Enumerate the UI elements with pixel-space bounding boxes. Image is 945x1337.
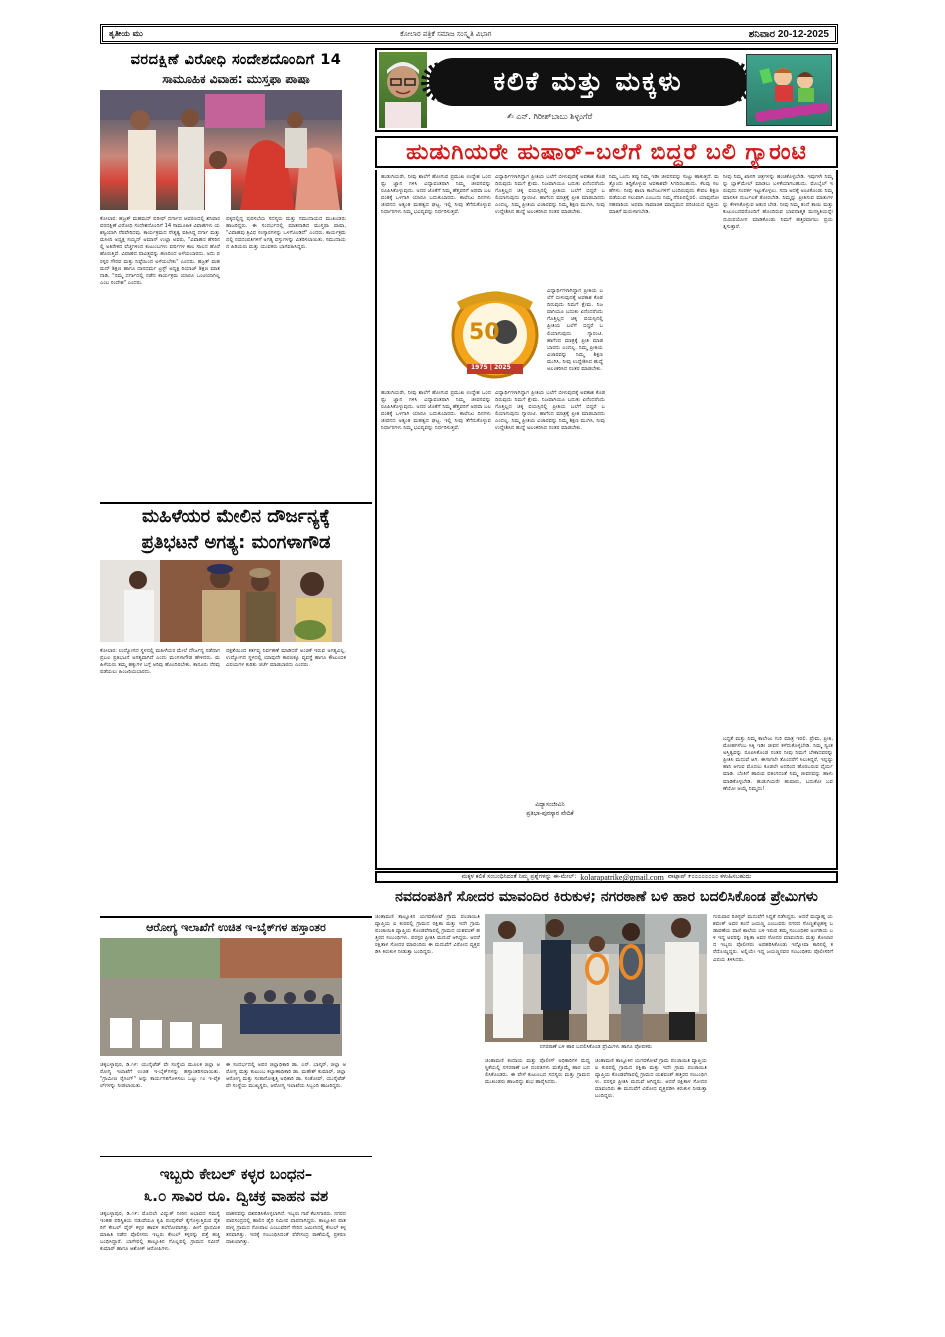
notice-text: ಮಕ್ಕಳ ಕಲಿಕೆ ಸಂಬಂಧಿಸಿದಂತೆ ನಿಮ್ಮ ಪ್ರಶ್ನೆಗಳನ್ನು ಈ-ಮೇಲ್:	[461, 873, 577, 880]
women-police-officers-photo	[100, 560, 342, 642]
article-column: ನಿಮ್ಮ ಒಂದು ತಪ್ಪು ನಿಮ್ಮ ಇಡೀ ಜೀವನವನ್ನು ಸುಟ್ಟು ಹಾಕುತ್ತದೆ. ಮತ್ತೊಂದು ತಿದ್ದಿಕೊಳ್ಳುವ ಅವಕಾಶವೇ ಸಿಗದಿರಬಹುದು. ಕೆಲವು ಸಲಹೆಗಳು: ನೀವು ಶಾಲಾ ಕಾಲೇಜುಗಳಿಗೆ ಬಂದಿರುವುದು ಕೇವಲ ಶಿಕ್ಷಣ ಪಡೆಯುವ ಸಲುವಾಗಿ ಎಂಬುದು ನಿಮ್ಮ ನೆನಪಿನಲ್ಲಿರಲಿ. ಯಾವುದೋ ಸಹಪಾಠಿಯ ಅಥವಾ ಸಾಮಾಜಿಕ ಮಾಧ್ಯಮದ ಪರಿಚಯದ ವ್ಯಕ್ತಿಯ ಮಾತಿಗೆ ಮರುಳಾಗಬೇಡಿ.	[609, 174, 719, 216]
story-body: ಪಕ್ಕದಲ್ಲಿದ್ದ ಪುರಸಭೆಯ ಸದಸ್ಯರು ಮತ್ತು ಸಮುದಾಯದ ಮುಖಂಡರು ಹಾಜರಿದ್ದರು. ಈ ಸಂದರ್ಭದಲ್ಲಿ ಮಾತನಾಡಿದ ಮುಸ್ತಫಾ ಪಾಷಾ, "ವಿವಾಹವು ತ್ರಿವಿಧ ಸಂಸ್ಕಾರಗಳನ್ನು ಒಳಗೊಂಡಿದೆ" ಎಂದರು. ಕಾರ್ಯಕ್ರಮದಲ್ಲಿ ನವದಂಪತಿಗಳಿಗೆ ಅಗತ್ಯ ವಸ್ತುಗಳನ್ನು ವಿತರಿಸಲಾಯಿತು. ಸಮುದಾಯದ ಹಿರಿಯರು ಮತ್ತು ಯುವಕರು ಭಾಗವಹಿಸಿದ್ದರು.	[226, 216, 346, 251]
main-article-headline: ಹುಡುಗಿಯರೇ ಹುಷಾರ್–ಬಲೆಗೆ ಬಿದ್ದರೆ ಬಲಿ ಗ್ಯಾರಂಟಿ	[375, 136, 838, 168]
photo-illustration	[485, 914, 707, 1042]
column-title: ಕಲಿಕೆ ಮತ್ತು ಮಕ್ಕಳು	[493, 66, 683, 97]
author-portrait	[379, 52, 427, 128]
author-signature	[495, 800, 605, 818]
masthead-title: ಕೋಲಾರ ಪತ್ರಿಕೆ ಸಮಾಜ ಸಂಸ್ಕೃತಿ ವಿಭಾಗ	[400, 29, 492, 38]
story-body: ಚಿಕ್ಕಬಳ್ಳಾಪುರ, ಡಿ.೧೯: ಮೊದಲೇ ವಿದ್ಯುತ್ ನೀರಿನ ಅಭಾವದ ಸಮಸ್ಯೆ ಇಂತಹ ಪರಿಸ್ಥಿತಿಯ ನಡುವೆಯೂ ಕೃಷಿ ಪಂಪುಸೆಟ್ ಕೈಗೊಳ್ಳುತ್ತಿರುವ ರೈತರಿಗೆ ಕೇಬಲ್ ವೈರ್ ಕಳ್ಳರ ಹಾವಳಿ ತಲೆನೋವಾಗಿತ್ತು. ಹೀಗೆ ಪ್ರಾಥಮಿಕ ಮಾಹಿತಿ ನಡೆದ ಪೊಲೀಸರು ಇಬ್ಬರು ಕೇಬಲ್ ಕಳ್ಳರನ್ನು ಪತ್ತೆ ಹಚ್ಚಿ ಬಂಧಿಸಿದ್ದಾರೆ. ಬಾಗೇಪಲ್ಲಿ ತಾಲ್ಲೂಕಿನ ಗೊಲ್ಲಪಲ್ಲಿ ಗ್ರಾಮದ ನವೀನ್ ಕುಮಾರ್ ಹಾಗೂ ಆಶೋಕ್ ಆರೋಪಿಗಳು.	[100, 1211, 220, 1253]
mass-wedding-photo	[100, 90, 342, 210]
notice-text: ವಾಟ್ಸಾಪ್ ೯೦೦೦೦೦೦೦೦ ಕಳುಹಿಸಬಹುದು	[667, 873, 752, 880]
story-subheadline: ಪ್ರತಿಭಟನೆ ಅಗತ್ಯ: ಮಂಗಳಾಗೌಡ	[141, 532, 331, 553]
story-women-harassment	[100, 502, 372, 914]
story-cable-thieves	[100, 1156, 372, 1337]
photo-illustration	[100, 938, 342, 1056]
contact-email[interactable]: kolarapatrike@gmail.com	[580, 872, 664, 882]
story-body: ಕೋಲಾರ: ಉದ್ಯೋಗದ ಸ್ಥಳದಲ್ಲಿ ಮಹಿಳೆಯರ ಮೇಲೆ ದೌರ್ಜನ್ಯ ನಡೆದಾಗ ಪ್ರಬಲ ಪ್ರತಿಭಟನೆ ಅಗತ್ಯವಾಗಿದೆ ಎಂದು ಮಂಗಳಾಗೌಡ ಹೇಳಿದರು. ಮಹಿಳೆಯರು ತಮ್ಮ ಹಕ್ಕುಗಳ ಬಗ್ಗೆ ಅರಿವು ಹೊಂದಿರಬೇಕು. ಕಾನೂನು ನೆರವು ಪಡೆಯಲು ಹಿಂಜರಿಯಬಾರದು.	[100, 648, 220, 676]
newspaper-page	[100, 24, 838, 1324]
story-headline: ಮಹಿಳೆಯರ ಮೇಲಿನ ದೌರ್ಜನ್ಯಕ್ಕೆ	[142, 506, 330, 527]
contact-notice	[375, 871, 838, 883]
page-label: ತೃತೀಯ ಮು	[109, 29, 143, 38]
signature-line: ವಿದ್ಯಾಸಂಜೀವಿನಿ	[535, 801, 565, 808]
article-column: ವಿದ್ಯಾರ್ಥಿಗಳಾಗಿದ್ದಾಗ ಪ್ರೀತಿಯ ಬಲೆಗೆ ಬೀಳುವುದಕ್ಕೆ ಅವಕಾಶ ಕೊಡದಿರುವುದು ನಿಮಗೆ ಕ್ಷೇಮ. ನಿಜವಾಗಿಯೂ ಬದುಕು ಏನೆಂದರೆಂದು ಗೊತ್ತಿಲ್ಲದ ಚಿಕ್ಕ ವಯಸ್ಸಿನಲ್ಲಿ ಪ್ರೀತಿಯ ಬಲೆಗೆ ಬಿದ್ದರೆ ಬಲಿಯಾಗುವುದು ಗ್ಯಾರಂಟಿ. ಹಾಗೆಂದ ಮಾತ್ರಕ್ಕೆ ಪ್ರೀತಿ ಮಾಡಬಾರದು ಎಂದಲ್ಲ. ನಿಮ್ಮ ಪ್ರೀತಿಯ ವಿಚಾರವನ್ನು ನಿಮ್ಮ ಶಿಕ್ಷಣ ಮುಗಿಸಿ, ನೀವು ಉದ್ದೇಶಿಸಿದ ಹುದ್ದೆ ಅಲಂಕರಿಸಿದ ನಂತರ ಮಾಡಬೇಕು.	[495, 390, 605, 432]
author-illustration	[379, 52, 427, 128]
column-banner	[429, 58, 747, 106]
story-headline: ವರದಕ್ಷಿಣೆ ವಿರೋಧಿ ಸಂದೇಶದೊಂದಿಗೆ 14	[130, 52, 342, 68]
anniversary-seal	[445, 280, 545, 380]
story-body: ದಕ್ಷತೆಯಿಂದ ಕರ್ತವ್ಯ ನಿರ್ವಹಣೆ ಮಾಡಿದರೆ ಅಂಜಿಕೆ ಇರುವ ಅಗತ್ಯವಿಲ್ಲ. ಉದ್ಯೋಗದ ಸ್ಥಳದಲ್ಲಿ ಯಾವುದೇ ಕಾರಣಕ್ಕೂ ವ್ಯವಸ್ಥೆ ಹಾಗೂ ಕೌಟುಂಬಿಕ ವಿಷಯಗಳ ಕುರಿತು ಚರ್ಚೆ ಮಾಡಬಾರದು ಎಂದರು.	[226, 648, 346, 669]
article-column: ಬದ್ಧತೆ ಮತ್ತು ನಿಮ್ಮ ಕಾಲೇಜು ಗುರಿ ಮಾತ್ರ ಇರಲಿ. ಪ್ರೇಮ, ಪ್ರೀತಿ, ಮೋಹಗಳೆಂಬ ಸಿಕ್ಕಿ ಇಡೀ ಜೀವನ ಕಳೆದುಕೊಳ್ಳಬೇಡಿ. ನಿಮ್ಮ ಸ್ವಂತ ಅಸ್ತಿತ್ವವನ್ನು ರೂಪಿಸಿಕೊಂಡ ನಂತರ ನೀವು ನಿಮಗೆ ಬೇಕಾದವರನ್ನು ಪ್ರೀತಿಸಿ ಮದುವೆ ಆಗಿ. ಈಗಾಗಲೇ ತೊಂದರೆಗೆ ಸಿಲುಕಿದ್ದರೆ, ಇನ್ನಷ್ಟು ಹಾನಿ ಆಗುವ ಮೊದಲು ಕೂಡಲೇ ಅದರಿಂದ ಹೊರಬರುವ ಧೈರ್ಯ ಮಾಡಿ. ಬೆಂಕಿಗೆ ಹಾರುವ ಪತಂಗದಂತೆ ನಿಮ್ಮ ಜೀವನವನ್ನು ಹಾಳು ಮಾಡಿಕೊಳ್ಳಬೇಡಿ. ಹುಡುಗಿಯರೇ ಹುಷಾರು, ಬದುಕೋ ಬವಣೆಯೋ ಆಯ್ಕೆ ನಿಮ್ಮದು!	[723, 736, 833, 792]
article-column: ಹುಡುಗಿಯರೇ, ನೀವು ಶಾಲೆಗೆ ಹೋಗುವ ಪ್ರಮುಖ ಉದ್ದೇಶ ಒಂದಷ್ಟು ಜ್ಞಾನ ಗಳಿಸಿ ವಿದ್ಯಾವಂತರಾಗಿ ನಿಮ್ಮ ಜೀವನವನ್ನು ರೂಪಿಸಿಕೊಳ್ಳುವುದು. ಅದರ ಜೊತೆಗೆ ನಿಮ್ಮ ಹೆತ್ತವರಿಗೆ ಅಥವಾ ಬಲವಂತಕ್ಕೆ ಒಳಗಾಗಿ ಯಾರೂ ಬದುಕುಬಾರದು. ಕಾಲೇಜು ದಿನಗಳು ಜೀವನದ ಅತ್ಯಂತ ಮಹತ್ವದ ಘಟ್ಟ. ಇಲ್ಲಿ ನೀವು ತೆಗೆದುಕೊಳ್ಳುವ ನಿರ್ಧಾರಗಳು ನಿಮ್ಮ ಭವಿಷ್ಯವನ್ನು ನಿರ್ಧರಿಸುತ್ತವೆ.	[381, 174, 491, 216]
main-article-body	[375, 170, 838, 870]
signature-line: ಪ್ರತಿಭಾ-ಪುರಸ್ಕಾರ ವೇದಿಕೆ	[526, 810, 574, 817]
e-bike-handover-photo	[100, 938, 342, 1056]
photo-illustration	[100, 560, 342, 642]
seal-number: 50	[469, 320, 500, 345]
story-newlyweds	[375, 910, 838, 1320]
masthead-bar	[100, 24, 838, 44]
story-headline: ನವದಂಪತಿಗೆ ಸೋದರ ಮಾವಂದಿರ ಕಿರುಕುಳ; ನಗರಠಾಣೆ ಬಳಿ ಹಾರ ಬದಲಿಸಿಕೊಂಡ ಪ್ರೇಮಿಗಳು	[395, 889, 818, 905]
story-headline: ಆರೋಗ್ಯ ಇಲಾಖೆಗೆ ಉಚಿತ ಇ-ಬೈಕ್‌ಗಳ ಹಸ್ತಾಂತರ	[146, 921, 326, 934]
couple-with-garlands-photo	[485, 914, 707, 1042]
feature-header	[375, 48, 838, 132]
photo-illustration	[100, 90, 342, 210]
children-on-pencil-illustration	[746, 54, 832, 126]
seal-years: 1975 | 2025	[471, 364, 511, 371]
article-column: ವಿದ್ಯಾರ್ಥಿಗಳಾಗಿದ್ದಾಗ ಪ್ರೀತಿಯ ಬಲೆಗೆ ಬೀಳುವುದಕ್ಕೆ ಅವಕಾಶ ಕೊಡದಿರುವುದು ನಿಮಗೆ ಕ್ಷೇಮ. ನಿಜವಾಗಿಯೂ ಬದುಕು ಏನೆಂದರೆಂದು ಗೊತ್ತಿಲ್ಲದ ಚಿಕ್ಕ ವಯಸ್ಸಿನಲ್ಲಿ ಪ್ರೀತಿಯ ಬಲೆಗೆ ಬಿದ್ದರೆ ಬಲಿಯಾಗುವುದು ಗ್ಯಾರಂಟಿ. ಹಾಗೆಂದ ಮಾತ್ರಕ್ಕೆ ಪ್ರೀತಿ ಮಾಡಬಾರದು ಎಂದಲ್ಲ. ನಿಮ್ಮ ಪ್ರೀತಿಯ ವಿಚಾರವನ್ನು ನಿಮ್ಮ ಶಿಕ್ಷಣ ಮುಗಿಸಿ, ನೀವು ಉದ್ದೇಶಿಸಿದ ಹುದ್ದೆ ಅಲಂಕರಿಸಿದ ನಂತರ ಮಾಡಬೇಕು.	[495, 174, 605, 216]
column-byline: ✍ ಎನ್. ಗಿರೀಶ್‌ಬಾಬು ಶಿಳ್ಳಂಗೆರೆ	[507, 112, 593, 121]
article-column: ನೀವು ನಿಮ್ಮ ಖಾಸಗಿ ಚಿತ್ರಗಳನ್ನು ಹಂಚಿಕೊಳ್ಳಬೇಡಿ. ಇವುಗಳೇ ನಿಮ್ಮನ್ನು ಬ್ಲಾಕ್‌ಮೇಲ್ ಮಾಡಲು ಬಳಕೆಯಾಗಬಹುದು. ಮೊಬೈಲ್ ಇರುವುದು ಸಂಪರ್ಕ ಇಟ್ಟುಕೊಳ್ಳಲು. ಸದಾ ಅದಕ್ಕೆ ಅಂಟಿಕೊಂಡು ನಿಮ್ಮ ಮಾನಸಿಕ ದುರ್ಬಲತೆ ತೋರಬೇಡಿ. ನಿಮ್ಮನ್ನು ಪ್ರೀತಿಸುವ ಮಾತುಗಳನ್ನು ಕೇಳಿಸಿಕೊಳ್ಳುವ ಆತುರ ಬೇಡ. ನೀವು ನಿಮ್ಮ ತಂದೆ ತಾಯಿ ಮತ್ತು ಕುಟುಂಬದವರೊಂದಿಗೆ ಹೊಂದಿರುವ ಭಾವನಾತ್ಮಕ ಮನಸ್ಥಿತಿಯನ್ನೇ ದುರುಪಯೋಗ ಮಾಡಿಕೊಂಡು ನಿಮಗೆ ಹತ್ತಿರವಾಗಲು ಪ್ರಯತ್ನಿಸುತ್ತಾರೆ.	[723, 174, 833, 230]
story-body: ಚಿಂತಾಮಣಿ ತಾಲ್ಲೂಕಿನ ಯಗವಕೋಟೆ ಗ್ರಾಮ ಪಂಚಾಯಿತಿ ವ್ಯಾಪ್ತಿಯ ಐ ಕುರಪಲ್ಲಿ ಗ್ರಾಮದ ರಕ್ಷಿತಾ ಮತ್ತು ಇದೇ ಗ್ರಾಮ ಪಂಚಾಯಿತಿ ವ್ಯಾಪ್ತಿಯ ಕೊಂಡವೆಸಾಪಲ್ಲಿ ಗ್ರಾಮದ ಯಶವಂತ್ ಹತ್ತಿರದ ಸಂಬಂಧಿಗಳು. ಪರಸ್ಪರ ಪ್ರೀತಿಸಿ ಮದುವೆ ಆಗಿದ್ದರು. ಆದರೆ ರಕ್ಷಿತಾಳ ಸೋದರ ಮಾವಂದಿರು ಈ ಮದುವೆಗೆ ವಿರೋಧ ವ್ಯಕ್ತಪಡಿಸಿ ಕಿರುಕುಳ ನೀಡುತ್ತಾ ಬಂದಿದ್ದರು.	[595, 1058, 707, 1100]
kids-illustration	[747, 55, 832, 126]
photo-caption: ನಗರಠಾಣೆ ಬಳಿ ಹಾರ ಬದಲಿಸಿಕೊಂಡ ಪ್ರೇಮಿಗಳು ಹಾಗೂ ಪೋಷಕರು	[539, 1044, 653, 1050]
story-body: ಗುರುವಾರ ರಿಜಿಸ್ಟರ್ ಮದುವೆಗೆ ಸಿದ್ಧತೆ ನಡೆಸಿದ್ದರು. ಆದರೆ ಮಧ್ಯಾಹ್ನ ಯಶವಂತ್ ಅವರ ತಂದೆ ಜಯಣ್ಣ ಎಂಬುವರು ನಗರದ ಸೊಣ್ಣಶೆಟ್ಟಿಹಳ್ಳಿ ಬಡಾವಣೆಯ ವಾಣಿ ಶಾಲೆಯ ಬಳಿ ಇರುವ ತಮ್ಮ ಸಂಬಂಧಿಕರ ಅಂಗಡಿಯ ಬಳಿ ಇದ್ದ ಅವರನ್ನು ರಕ್ಷಿತಾ ಅವರ ಸೋದರ ಮಾವಂದಿರು ಮತ್ತು ಕೋಲಾರದ ಇಬ್ಬರು ಪೊಲೀಸರು ಅಪಹರಿಸಿಕೊಂಡು ಇನ್ನೋವಾ ಕಾರಿನಲ್ಲಿ ಕರೆದೊಯ್ದಿದ್ದರು. ಅಲ್ಲಿಯೇ ಇದ್ದ ಜಯಣ್ಣನವರ ಸಂಬಂಧಿಕರು ಪೊಲೀಸರಿಗೆ ವಿಷಯ ತಿಳಿಸಿದರು.	[713, 914, 833, 963]
story-e-bike-handover	[100, 916, 372, 1154]
story-mass-wedding	[100, 48, 372, 500]
story-body: ಕೋಲಾರ: ಹಜ್ರತ್ ಮಹಮದ್ ಷರೀಫ್ ದರ್ಗಾದ ಆವರಣದಲ್ಲಿ ಶನಿವಾರ ವರದಕ್ಷಿಣೆ ವಿರೋಧಿ ಸಂದೇಶದೊಂದಿಗೆ 14 ಸಾಮೂಹಿಕ ವಿವಾಹಗಳು ಯಶಸ್ವಿಯಾಗಿ ನೆರವೇರಿದವು. ಕಾರ್ಯಕ್ರಮದ ನೇತೃತ್ವ ವಹಿಸಿದ್ದ ದರ್ಗಾ ಮತ್ತು ಮಸೀದಿ ಅಧ್ಯಕ್ಷ ಸಯ್ಯದ್ ಅಮಾನ್ ಉಲ್ಲಾ ಅವರು, "ವಿವಾಹದ ಹೆಸರಿನಲ್ಲಿ ಅತಿರೇಕದ ವೆಚ್ಚಗಳಿಂದ ಕುಟುಂಬಗಳು ವರ್ಷಗಳ ಕಾಲ ಸಾಲದ ಹೊರೆ ಹೊರುತ್ತಿವೆ. ವಿವಾಹದ ಪಾವಿತ್ರ್ಯವನ್ನು ಹಣದಿಂದ ಅಳೆಯಬಾರದು. ಅದು ಪರಸ್ಪರ ಗೌರವ ಮತ್ತು ನಿಷ್ಠೆಯಿಂದ ಅಳೆಯಬೇಕು" ಎಂದರು. ಹಜ್ರತ್ ಮಹಮದ್ ಶಿಕ್ಷಣ ಹಾಗೂ ದಾನಧರ್ಮ ಟ್ರಸ್ಟ್ ಅಧ್ಯಕ್ಷ ರಿಯಾಜ್ ಶಿಕ್ಷಣ ಮಾತನಾಡಿ, "ನಮ್ಮ ದರ್ಗಾದಲ್ಲಿ ನಡೆದ ಕಾರ್ಯಕ್ರಮ ಯಾರೂ ಒಂಟಿಯಾಗಿಲ್ಲ ಎಂಬ ಸಂದೇಶ" ಎಂದರು.	[100, 216, 220, 286]
article-column: ವಿದ್ಯಾರ್ಥಿಗಳಾಗಿದ್ದಾಗ ಪ್ರೀತಿಯ ಬಲೆಗೆ ಬೀಳುವುದಕ್ಕೆ ಅವಕಾಶ ಕೊಡದಿರುವುದು ನಿಮಗೆ ಕ್ಷೇಮ. ನಿಜವಾಗಿಯೂ ಬದುಕು ಏನೆಂದರೆಂದು ಗೊತ್ತಿಲ್ಲದ ಚಿಕ್ಕ ವಯಸ್ಸಿನಲ್ಲಿ ಪ್ರೀತಿಯ ಬಲೆಗೆ ಬಿದ್ದರೆ ಬಲಿಯಾಗುವುದು ಗ್ಯಾರಂಟಿ. ಹಾಗೆಂದ ಮಾತ್ರಕ್ಕೆ ಪ್ರೀತಿ ಮಾಡಬಾರದು ಎಂದಲ್ಲ. ನಿಮ್ಮ ಪ್ರೀತಿಯ ವಿಚಾರವನ್ನು ನಿಮ್ಮ ಶಿಕ್ಷಣ ಮುಗಿಸಿ, ನೀವು ಉದ್ದೇಶಿಸಿದ ಹುದ್ದೆ ಅಲಂಕರಿಸಿದ ನಂತರ ಮಾಡಬೇಕು.	[547, 288, 603, 373]
story-body: ಚಿಕ್ಕಬಳ್ಳಾಪುರ, ಡಿ.೧೯: ಯುನೈಟೆಡ್ ವೇ ಸಂಸ್ಥೆಯ ಮೂಲಕ ಜಿಲ್ಲಾ ಆರೋಗ್ಯ ಇಲಾಖೆಗೆ ಉಚಿತ ಇ-ಬೈಕ್‌ಗಳನ್ನು ಹಸ್ತಾಂತರಿಸಲಾಯಿತು. "ಗ್ರಾಮೀಣ ರೈಸಿಂಗ್" ಅನ್ನು ಕಾರ್ಯಗತಗೊಳಿಸಲು ಒಟ್ಟು ೧೦ ಇ-ವೈಕಲ್‌ಗಳನ್ನು ನೀಡಲಾಯಿತು.	[100, 1062, 220, 1090]
story-headline: ಇಬ್ಬರು ಕೇಬಲ್ ಕಳ್ಳರ ಬಂಧನ–	[159, 1165, 313, 1183]
article-column: ಹುಡುಗಿಯರೇ, ನೀವು ಶಾಲೆಗೆ ಹೋಗುವ ಪ್ರಮುಖ ಉದ್ದೇಶ ಒಂದಷ್ಟು ಜ್ಞಾನ ಗಳಿಸಿ ವಿದ್ಯಾವಂತರಾಗಿ ನಿಮ್ಮ ಜೀವನವನ್ನು ರೂಪಿಸಿಕೊಳ್ಳುವುದು. ಅದರ ಜೊತೆಗೆ ನಿಮ್ಮ ಹೆತ್ತವರಿಗೆ ಅಥವಾ ಬಲವಂತಕ್ಕೆ ಒಳಗಾಗಿ ಯಾರೂ ಬದುಕುಬಾರದು. ಕಾಲೇಜು ದಿನಗಳು ಜೀವನದ ಅತ್ಯಂತ ಮಹತ್ವದ ಘಟ್ಟ. ಇಲ್ಲಿ ನೀವು ತೆಗೆದುಕೊಳ್ಳುವ ನಿರ್ಧಾರಗಳು ನಿಮ್ಮ ಭವಿಷ್ಯವನ್ನು ನಿರ್ಧರಿಸುತ್ತವೆ.	[381, 390, 491, 432]
issue-date: ಶನಿವಾರ 20-12-2025	[748, 28, 829, 40]
story-body: ಚಿಂತಾಮಣಿ ತಾಲ್ಲೂಕಿನ ಯಗವಕೋಟೆ ಗ್ರಾಮ ಪಂಚಾಯಿತಿ ವ್ಯಾಪ್ತಿಯ ಐ ಕುರಪಲ್ಲಿ ಗ್ರಾಮದ ರಕ್ಷಿತಾ ಮತ್ತು ಇದೇ ಗ್ರಾಮ ಪಂಚಾಯಿತಿ ವ್ಯಾಪ್ತಿಯ ಕೊಂಡವೆಸಾಪಲ್ಲಿ ಗ್ರಾಮದ ಯಶವಂತ್ ಹತ್ತಿರದ ಸಂಬಂಧಿಗಳು. ಪರಸ್ಪರ ಪ್ರೀತಿಸಿ ಮದುವೆ ಆಗಿದ್ದರು. ಆದರೆ ರಕ್ಷಿತಾಳ ಸೋದರ ಮಾವಂದಿರು ಈ ಮದುವೆಗೆ ವಿರೋಧ ವ್ಯಕ್ತಪಡಿಸಿ ಕಿರುಕುಳ ನೀಡುತ್ತಾ ಬಂದಿದ್ದರು.	[375, 914, 480, 956]
story-body: ಈ ಸಂದರ್ಭದಲ್ಲಿ ಅಪರ ಜಿಲ್ಲಾಧಿಕಾರಿ ಡಾ. ಎನ್. ಭಾಸ್ಕರ್, ಜಿಲ್ಲಾ ಆರೋಗ್ಯ ಮತ್ತು ಕುಟುಂಬ ಕಲ್ಯಾಣಾಧಿಕಾರಿ ಡಾ. ಮಹೇಶ್ ಕುಮಾರ್, ಜಿಲ್ಲಾ ಆರೋಗ್ಯ ಮತ್ತು ಸಂತಾನೋತ್ಪತ್ತಿ ಅಧಿಕಾರಿ ಡಾ. ಸಂತೋಷ್, ಯುನೈಟೆಡ್ ವೇ ಸಂಸ್ಥೆಯ ಮುಖ್ಯಸ್ಥರು, ಆರೋಗ್ಯ ಇಲಾಖೆಯ ಸಿಬ್ಬಂದಿ ಹಾಜರಿದ್ದರು.	[226, 1062, 346, 1090]
story-subheadline: ೩.೦ ಸಾವಿರ ರೂ. ದ್ವಿಚಕ್ರ ವಾಹನ ವಶ	[143, 1187, 329, 1205]
story-body: ಚಿಂತಾಮಣಿ ಕಂದಾಯ ಮತ್ತು ಪೊಲೀಸ್ ಅಧಿಕಾರಿಗಳ ಮಧ್ಯಸ್ಥಿಕೆಯಲ್ಲಿ ನಗರಠಾಣೆ ಬಳಿ ದಂಪತಿಗಳು ಮತ್ತೊಮ್ಮೆ ಹಾರ ಬದಲಿಸಿಕೊಂಡರು. ಈ ವೇಳೆ ಕುಟುಂಬದ ಸದಸ್ಯರು ಮತ್ತು ಗ್ರಾಮದ ಮುಖಂಡರು ಹಾಜರಿದ್ದು ಶುಭ ಹಾರೈಸಿದರು.	[485, 1058, 590, 1086]
story-body: ವಾಹನವನ್ನು ವಶಪಡಿಸಿಕೊಳ್ಳಲಾಗಿದೆ. ಇಬ್ಬರು ಗಾರೆ ಕೆಲಸಗಾರರು. ನಗರದ ಪಾಪಸಂದ್ರದಲ್ಲಿ ಹಾಲಿನ ಡೈರಿ ಸಮೀಪ ಪಾಪನಾಗಿದ್ದರು. ತಾಲ್ಲೂಕಿನ ಪಾತಪಾಳ್ಯ ಗ್ರಾಮದ ಗೋಪಾಲ ಎಂಬುವರಿಗೆ ಸೇರಿದ ಜಮೀನಿನಲ್ಲಿ ಕೇಬಲ್ ಕಳ್ಳತನವಾಗಿತ್ತು. ಇದಕ್ಕೆ ಸಂಬಂಧಿಸಿದಂತೆ ಪೆರೇಸಂದ್ರ ಠಾಣೆಯಲ್ಲಿ ಪ್ರಕರಣ ದಾಖಲಾಗಿತ್ತು.	[226, 1211, 346, 1246]
story-subheadline: ಸಾಮೂಹಿಕ ವಿವಾಹ: ಮುಸ್ತಫಾ ಪಾಷಾ	[162, 72, 310, 86]
